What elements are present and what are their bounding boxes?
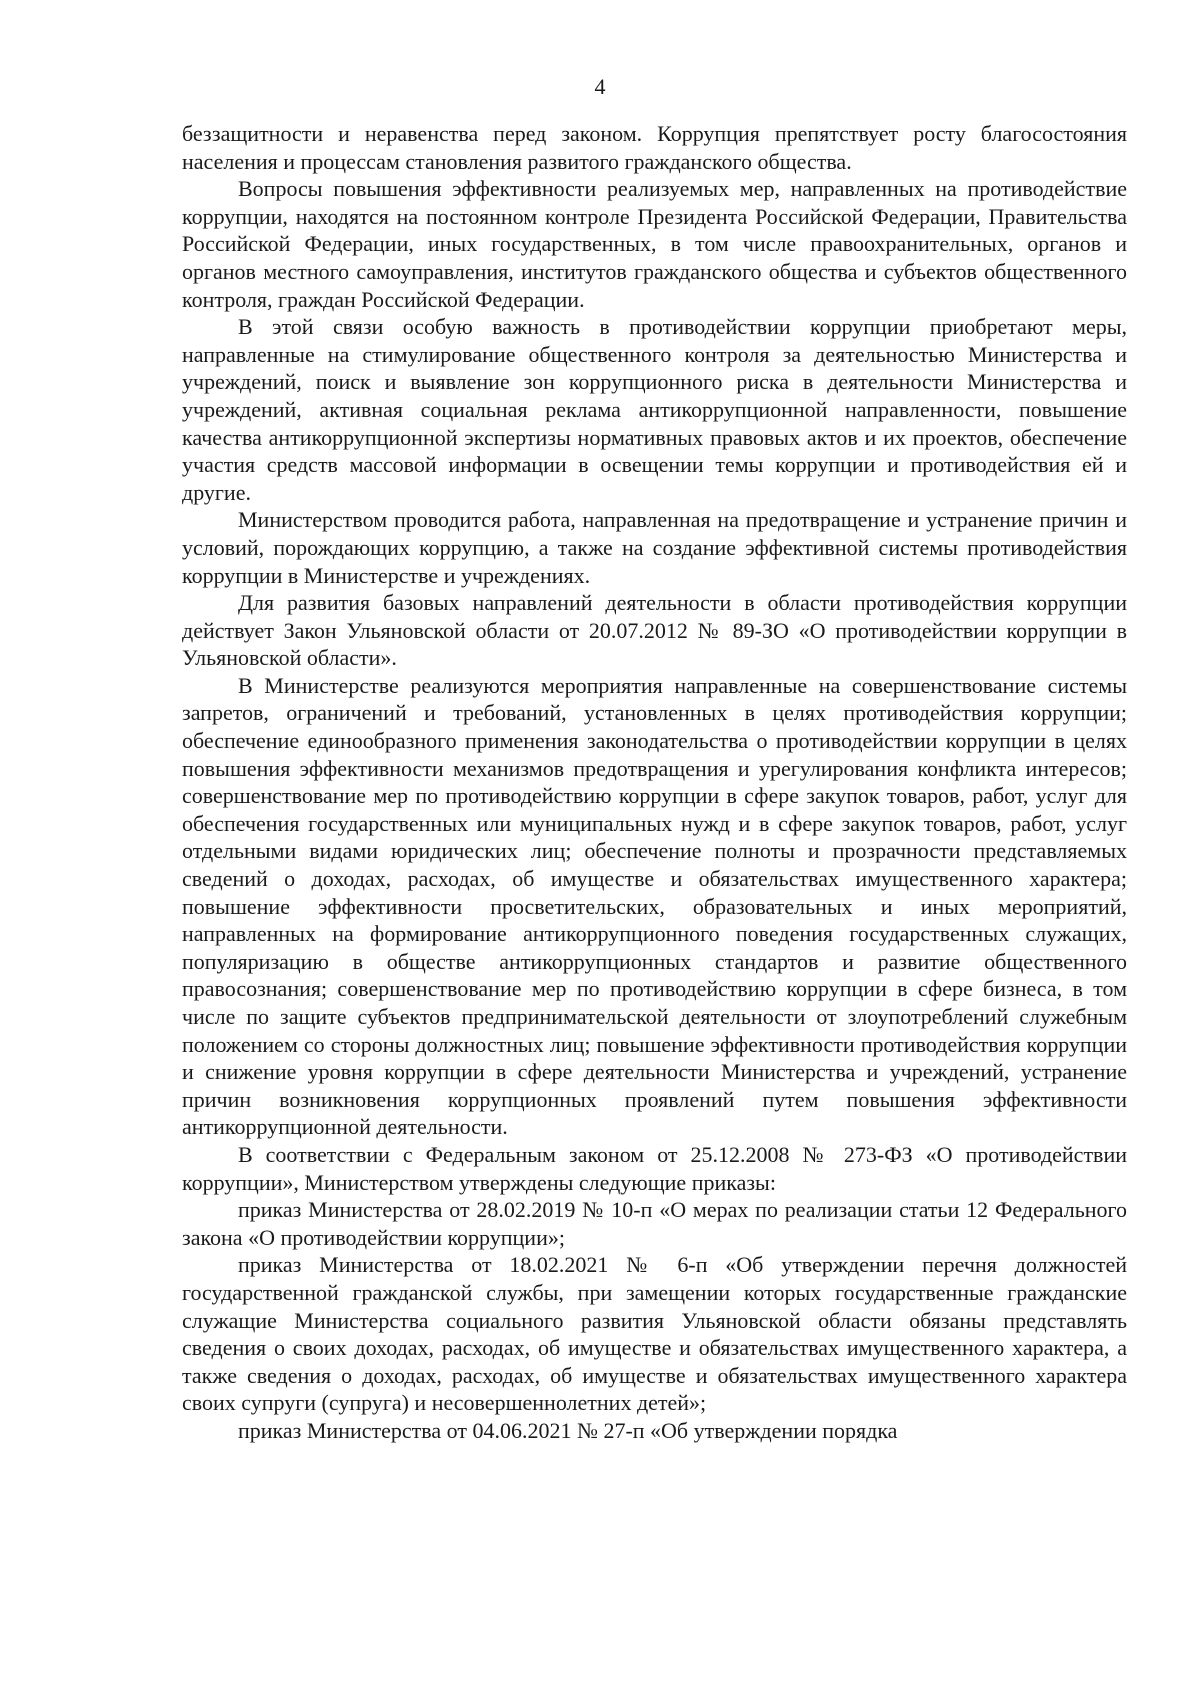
paragraph: В соответствии с Федеральным законом от 25.12.2008 № 273-ФЗ «О противодействии коррупции», Министерством утверждены следующие приказы: — [182, 1141, 1127, 1195]
paragraph: Вопросы повышения эффективности реализуемых мер, направленных на противодействие коррупции, находятся на постоянном контроле Президента Российской Федерации, Правительства Российской Федерации, иных государственных, в том числе правоохранительных, органов и органов местного самоуправления, институтов гражданского общества и субъектов общественного контроля, граждан Российской Федерации. — [182, 176, 1127, 312]
paragraph: В Министерстве реализуются мероприятия направленные на совершенствование системы запретов, ограничений и требований, установленных в целях противодействия коррупции; обеспечение единообразного применения законодательства о противодействии коррупции в целях повышения эффективности механизмов предотвращения и урегулирования конфликта интересов; совершенствование мер по противодействию коррупции в сфере закупок товаров, работ, услуг для обеспечения государственных или муниципальных нужд и в сфере закупок товаров, работ, услуг отдельными видами юридических лиц; обеспечение полноты и прозрачности представляемых сведений о доходах, расходах, об имуществе и обязательствах имущественного характера; повышение эффективности просветительских, образовательных и иных мероприятий, направленных на формирование антикоррупционного поведения государственных служащих, популяризацию в обществе антикоррупционных стандартов и развитие общественного правосознания; совершенствование мер по противодействию коррупции в сфере бизнеса, в том числе по защите субъектов предпринимательской деятельности от злоупотреблений служебным положением со стороны должностных лиц; повышение эффективности противодействия коррупции и снижение уровня коррупции в сфере деятельности Министерства и учреждений, устранение причин возникновения коррупционных проявлений путем повышения эффективности антикоррупционной деятельности. — [182, 672, 1127, 1140]
order-item: приказ Министерства от 28.02.2019 № 10-п «О мерах по реализации статьи 12 Федерального закона «О противодействии коррупции»; — [182, 1197, 1127, 1250]
paragraph: В этой связи особую важность в противодействии коррупции приобретают меры, направленные на стимулирование общественного контроля за деятельностью Министерства и учреждений, поиск и выявление зон коррупционного риска в деятельности Министерства и учреждений, активная социальная реклама антикоррупционной направленности, повышение качества антикоррупционной экспертизы нормативных правовых актов и их проектов, обеспечение участия средств массовой информации в освещении темы коррупции и противодействия ей и другие. — [182, 314, 1127, 505]
paragraph-continuation: беззащитности и неравенства перед законом. Коррупция препятствует росту благосостояния населения и процессам становления развитого гражданского общества. — [182, 121, 1127, 174]
paragraph: Для развития базовых направлений деятельности в области противодействия коррупции действует Закон Ульяновской области от 20.07.2012 № 89-ЗО «О противодействии коррупции в Ульяновской области». — [182, 590, 1127, 671]
paragraph: Министерством проводится работа, направленная на предотвращение и устранение причин и условий, порождающих коррупцию, а также на создание эффективной системы противодействия коррупции в Министерстве и учреждениях. — [182, 507, 1127, 588]
order-item: приказ Министерства от 04.06.2021 № 27-п «Об утверждении порядка — [238, 1417, 898, 1443]
document-body — [182, 120, 1127, 1445]
page-number: 4 — [594, 74, 606, 99]
order-item: приказ Министерства от 18.02.2021 № 6-п «Об утверждении перечня должностей государственной гражданской службы, при замещении которых государственные гражданские служащие Министерства социального развития Ульяновской области обязаны представлять сведения о своих доходах, расходах, об имуществе и обязательствах имущественного характера, а также сведения о доходах, расходах, об имуществе и обязательствах имущественного характера своих супруги (супруга) и несовершеннолетних детей»; — [182, 1252, 1127, 1416]
